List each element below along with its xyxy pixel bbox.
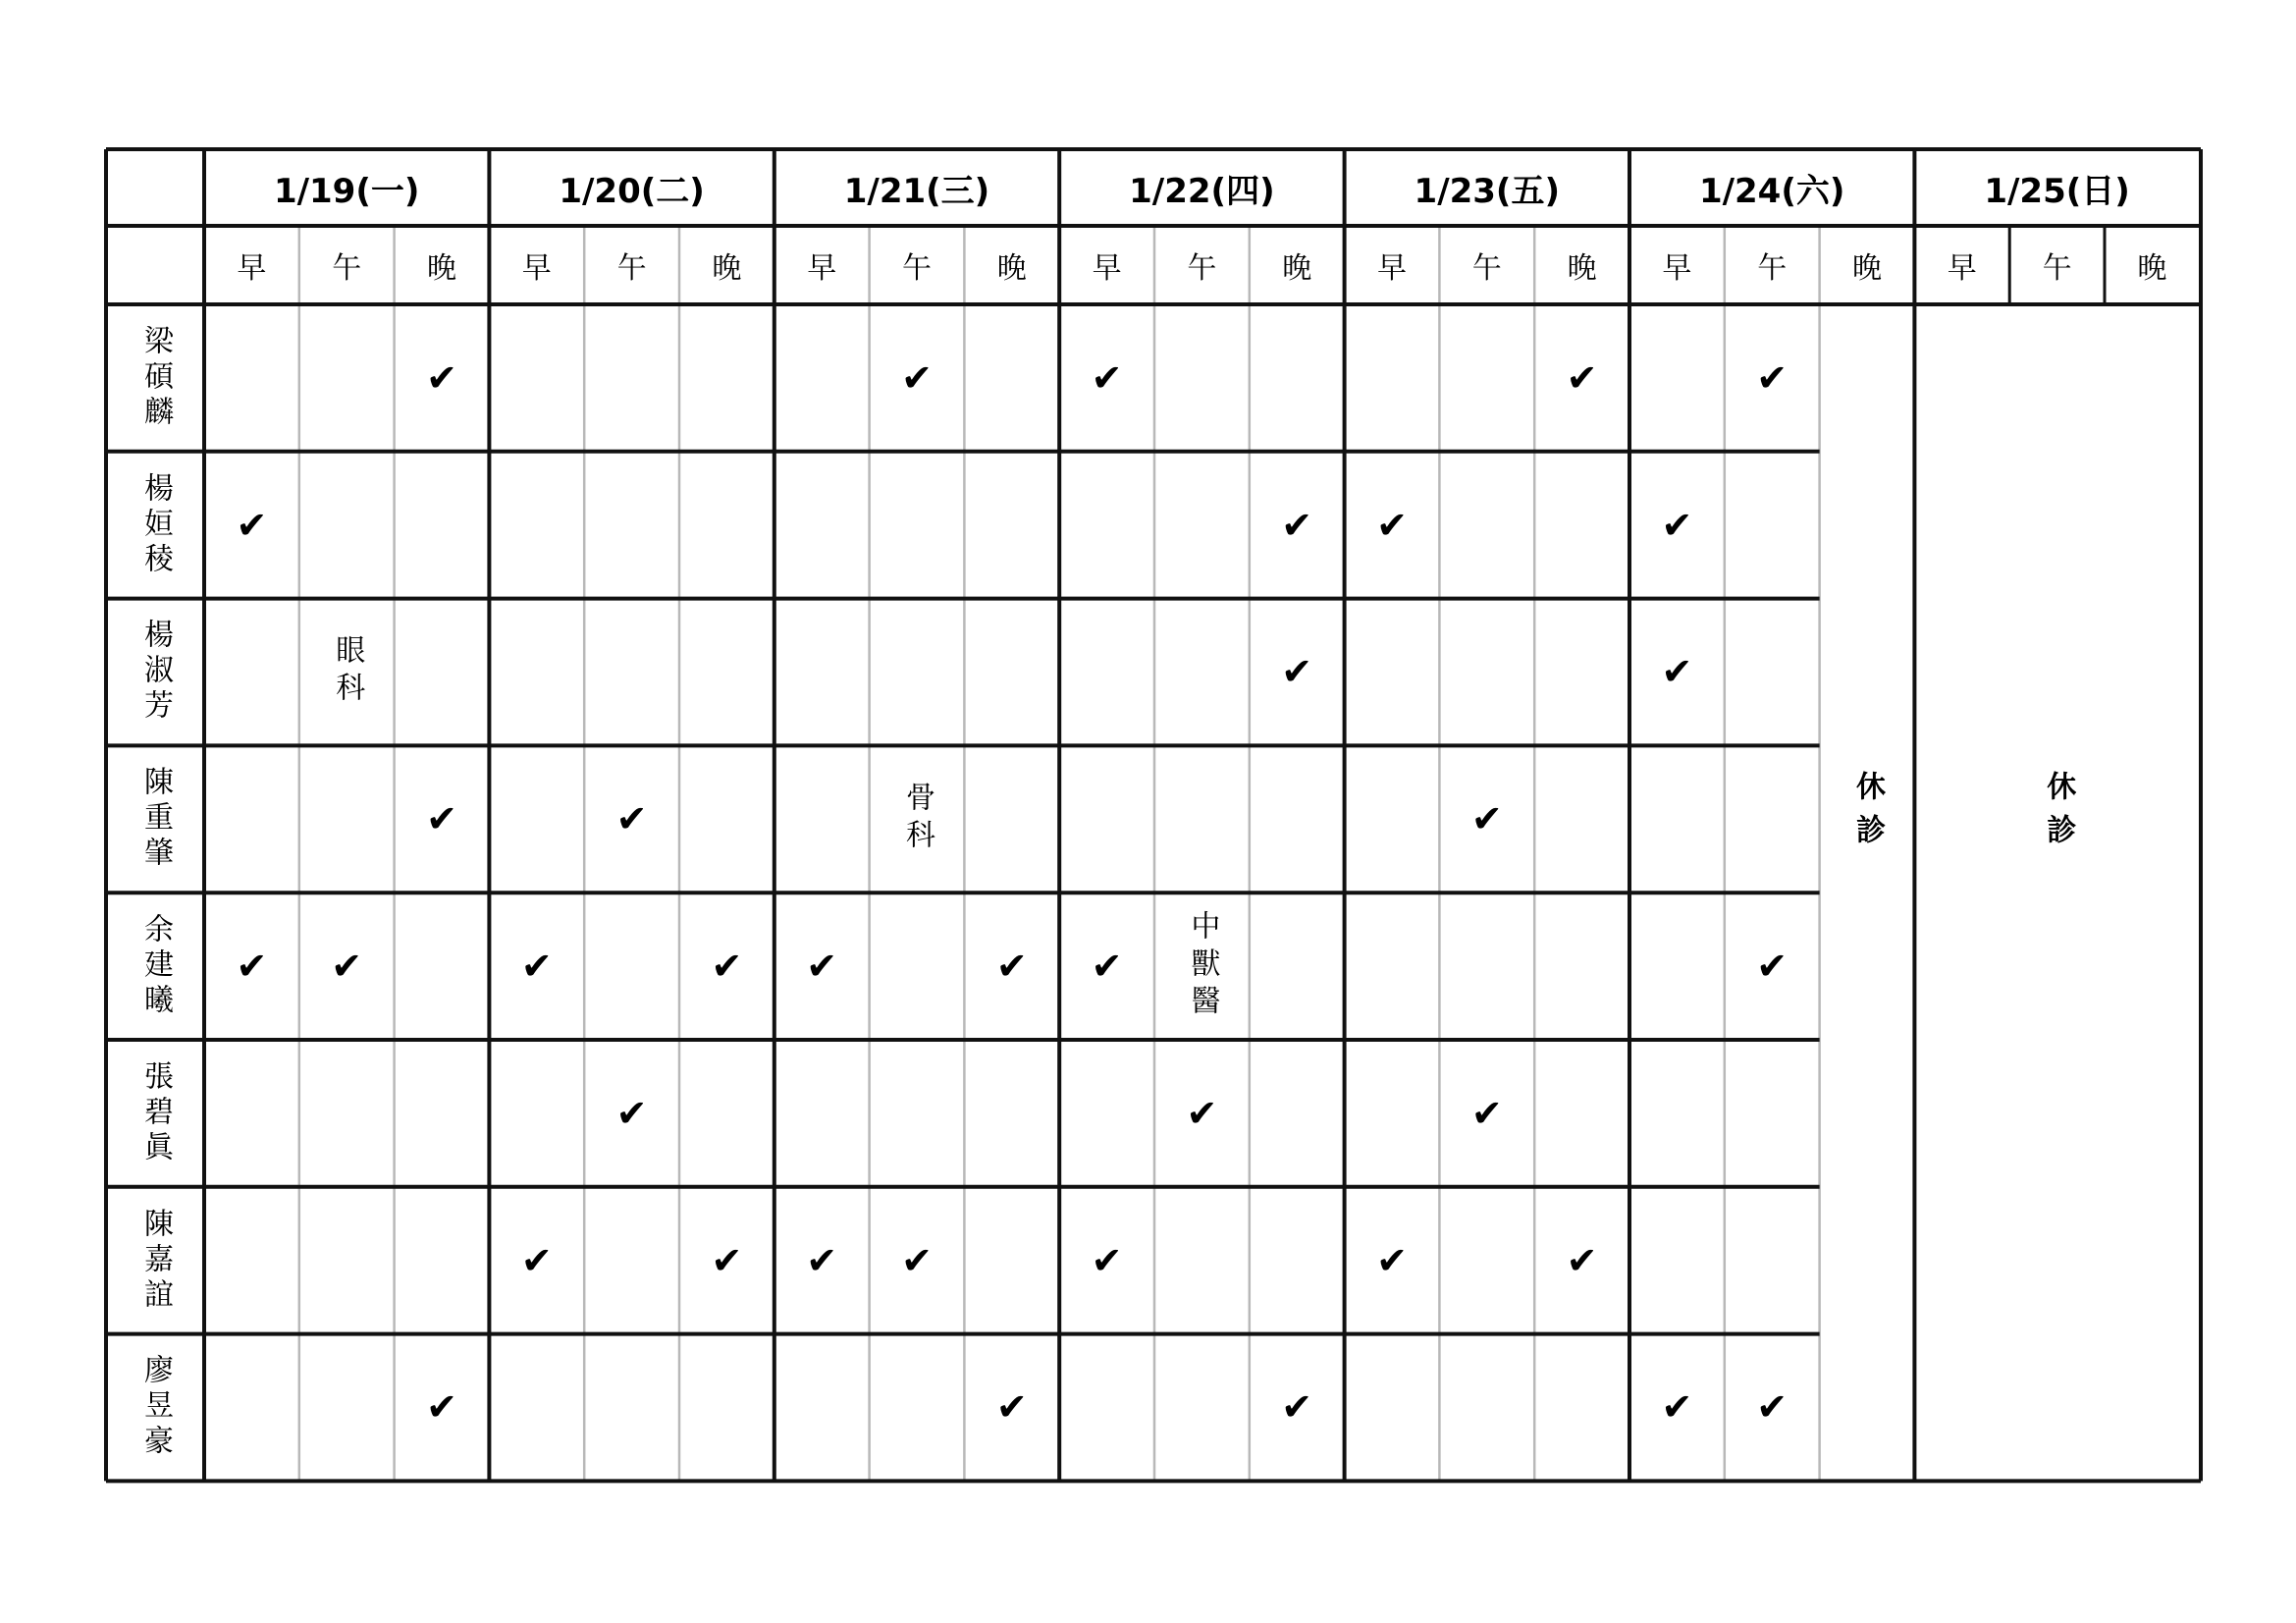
check-mark: ✔ — [1091, 355, 1123, 400]
doctor-name: 張碧眞 — [138, 1059, 173, 1166]
closed-label-saturday-evening: 休診 — [1850, 771, 1885, 858]
slot-header: 早 — [1376, 251, 1407, 286]
slot-header: 午 — [1187, 251, 1217, 286]
check-mark: ✔ — [1566, 1238, 1598, 1282]
check-mark: ✔ — [1756, 1385, 1789, 1430]
check-mark: ✔ — [1661, 1385, 1693, 1430]
check-mark: ✔ — [711, 1238, 743, 1282]
check-mark: ✔ — [1756, 355, 1789, 400]
slot-header: 晚 — [996, 251, 1027, 286]
slot-header: 午 — [1757, 251, 1788, 286]
slot-header: 早 — [237, 251, 267, 286]
check-mark: ✔ — [1376, 1238, 1408, 1282]
check-mark: ✔ — [426, 1385, 457, 1430]
doctor-name: 梁碩麟 — [138, 324, 173, 431]
doctor-name: 余建曦 — [138, 913, 173, 1020]
check-mark: ✔ — [1186, 1091, 1218, 1135]
date-header: 1/23(五) — [1414, 171, 1561, 211]
check-mark: ✔ — [806, 945, 838, 989]
slot-header: 早 — [1947, 251, 1977, 286]
slot-header: 午 — [2042, 251, 2072, 286]
check-mark: ✔ — [1281, 650, 1313, 694]
check-mark: ✔ — [995, 1385, 1028, 1430]
check-mark: ✔ — [236, 503, 268, 547]
check-mark: ✔ — [1091, 1238, 1123, 1282]
department-note: 骨科 — [900, 782, 934, 857]
check-mark: ✔ — [520, 945, 553, 989]
check-mark: ✔ — [426, 355, 457, 400]
department-note: 眼科 — [330, 634, 365, 710]
check-mark: ✔ — [1661, 650, 1693, 694]
doctor-name: 楊淑芳 — [138, 619, 173, 726]
check-mark: ✔ — [1376, 503, 1408, 547]
doctor-name: 陳嘉誼 — [138, 1207, 173, 1314]
date-header: 1/19(一) — [273, 171, 420, 211]
date-header: 1/20(二) — [559, 171, 705, 211]
doctor-name: 廖昱豪 — [138, 1354, 173, 1461]
slot-header: 晚 — [1851, 251, 1882, 286]
check-mark: ✔ — [806, 1238, 838, 1282]
check-mark: ✔ — [1756, 945, 1789, 989]
check-mark: ✔ — [711, 945, 743, 989]
slot-header: 早 — [807, 251, 837, 286]
check-mark: ✔ — [1566, 355, 1598, 400]
check-mark: ✔ — [615, 797, 648, 841]
slot-header: 午 — [332, 251, 362, 286]
check-mark: ✔ — [236, 945, 268, 989]
slot-header: 早 — [521, 251, 552, 286]
slot-header: 早 — [1662, 251, 1692, 286]
check-mark: ✔ — [1661, 503, 1693, 547]
check-mark: ✔ — [1281, 503, 1313, 547]
slot-header: 晚 — [426, 251, 456, 286]
check-mark: ✔ — [615, 1091, 648, 1135]
check-mark: ✔ — [1470, 1091, 1503, 1135]
check-mark: ✔ — [331, 945, 363, 989]
date-header: 1/25(日) — [1984, 171, 2130, 211]
slot-header: 早 — [1092, 251, 1122, 286]
check-mark: ✔ — [1470, 797, 1503, 841]
doctor-name: 楊姮稜 — [138, 471, 173, 578]
check-mark: ✔ — [426, 797, 457, 841]
doctor-name: 陳重肇 — [138, 766, 173, 873]
closed-label-sunday: 休診 — [2041, 771, 2076, 858]
slot-header: 晚 — [712, 251, 742, 286]
slot-header: 午 — [901, 251, 932, 286]
slot-header: 午 — [616, 251, 647, 286]
slot-header: 晚 — [1567, 251, 1597, 286]
slot-header: 午 — [1471, 251, 1502, 286]
check-mark: ✔ — [520, 1238, 553, 1282]
date-header: 1/22(四) — [1129, 171, 1275, 211]
slot-header: 晚 — [1282, 251, 1312, 286]
department-note: 中獸醫 — [1185, 910, 1220, 1023]
check-mark: ✔ — [995, 945, 1028, 989]
slot-header: 晚 — [2137, 251, 2167, 286]
check-mark: ✔ — [901, 355, 933, 400]
check-mark: ✔ — [901, 1238, 933, 1282]
date-header: 1/24(六) — [1698, 171, 1845, 211]
check-mark: ✔ — [1281, 1385, 1313, 1430]
check-mark: ✔ — [1091, 945, 1123, 989]
date-header: 1/21(三) — [843, 171, 990, 211]
